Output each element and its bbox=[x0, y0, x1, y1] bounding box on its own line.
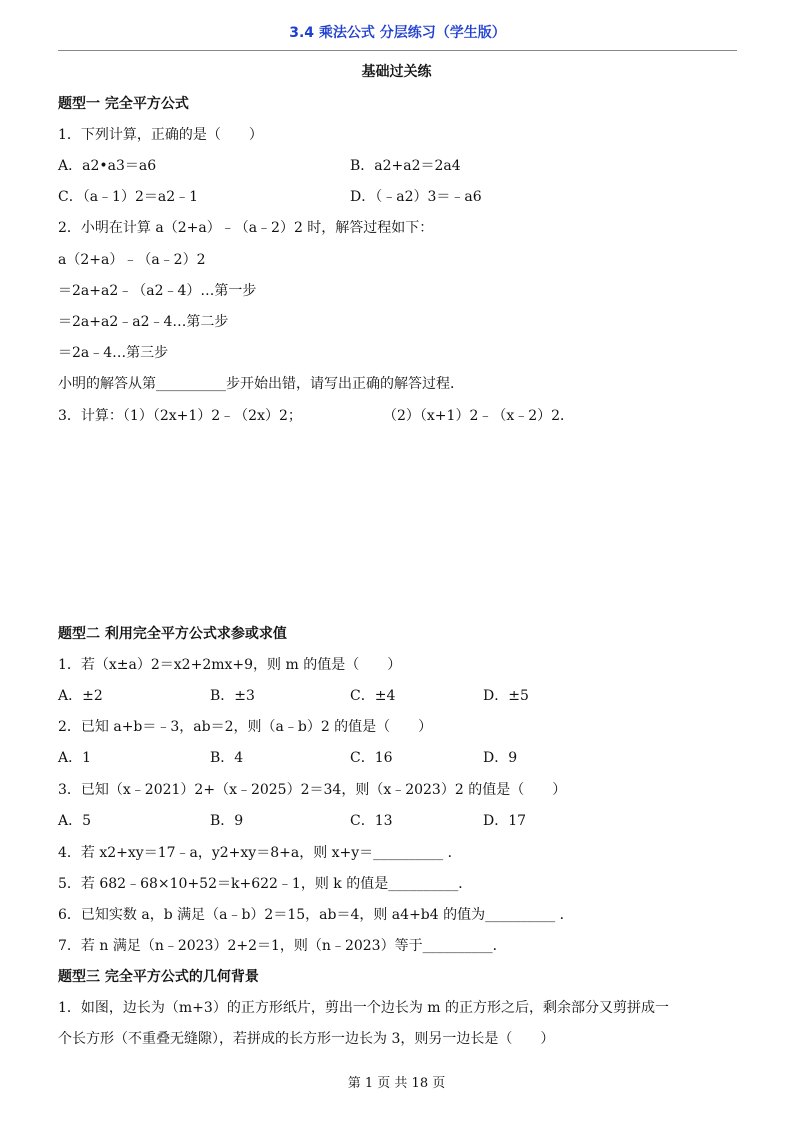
subtitle: 基础过关练 bbox=[361, 64, 432, 80]
s2-question-1: 1．若（x±a）2＝x2+2mx+9，则 m 的值是（ ） bbox=[58, 657, 402, 673]
s1-q1-option-d: D．（﹣a2）3＝﹣a6 bbox=[350, 189, 482, 205]
s1-q1-option-a: A．a2•a3＝a6 bbox=[58, 158, 157, 174]
s1-question-1: 1．下列计算，正确的是（ ） bbox=[58, 127, 263, 143]
page-header bbox=[58, 22, 737, 51]
s1-q2-line-3: ＝2a+a2﹣a2﹣4…第二步 bbox=[58, 314, 229, 330]
s2-q2-option-c: C．16 bbox=[350, 750, 393, 766]
page-footer: 第 1 页 共 18 页 bbox=[347, 1076, 446, 1091]
s2-q3-option-c: C．13 bbox=[350, 813, 393, 829]
section-1-title: 题型一 完全平方公式 bbox=[58, 96, 189, 112]
s1-question-3: 3．计算：（1）（2x+1）2﹣（2x）2； bbox=[58, 408, 302, 424]
s2-q3-option-d: D．17 bbox=[483, 813, 527, 829]
s2-question-3: 3．已知（x﹣2021）2+（x﹣2025）2＝34，则（x﹣2023）2 的值是（ ） bbox=[58, 782, 567, 798]
s2-question-6: 6．已知实数 a，b 满足（a﹣b）2＝15，ab＝4，则 a4+b4 的值为__________ ． bbox=[58, 907, 574, 923]
s3-question-1-line-2: 个长方形（不重叠无缝隙），若拼成的长方形一边长为 3，则另一边长是（ ） bbox=[58, 1031, 555, 1047]
s1-q2-line-1: a（2+a）﹣（a﹣2）2 bbox=[58, 252, 206, 268]
s2-q1-option-c: C．±4 bbox=[350, 688, 396, 704]
s1-q1-option-c: C．（a﹣1）2＝a2﹣1 bbox=[58, 189, 199, 205]
s1-question-3-part-2: （2）（x+1）2﹣（x﹣2）2． bbox=[383, 408, 575, 424]
header-title: 3.4 乘法公式 分层练习（学生版） bbox=[289, 25, 506, 41]
s2-question-2: 2．已知 a+b＝﹣3，ab＝2，则（a﹣b）2 的值是（ ） bbox=[58, 719, 433, 735]
s1-question-2: 2．小明在计算 a（2+a）﹣（a﹣2）2 时，解答过程如下： bbox=[58, 220, 434, 236]
s2-question-4: 4．若 x2+xy＝17﹣a，y2+xy＝8+a，则 x+y＝__________ ． bbox=[58, 845, 462, 861]
s1-q1-option-b: B．a2+a2＝2a4 bbox=[350, 158, 461, 174]
section-2-title: 题型二 利用完全平方公式求参或求值 bbox=[58, 626, 287, 642]
section-3-title: 题型三 完全平方公式的几何背景 bbox=[58, 969, 259, 985]
s2-q2-option-b: B．4 bbox=[210, 750, 244, 766]
s2-q2-option-d: D．9 bbox=[483, 750, 518, 766]
s2-q3-option-b: B．9 bbox=[210, 813, 244, 829]
s2-q1-option-b: B．±3 bbox=[210, 688, 255, 704]
s1-q2-line-4: ＝2a﹣4…第三步 bbox=[58, 345, 169, 361]
s1-q2-line-5: 小明的解答从第__________步开始出错，请写出正确的解答过程． bbox=[58, 376, 464, 392]
s3-question-1-line-1: 1．如图，边长为（m+3）的正方形纸片，剪出一个边长为 m 的正方形之后，剩余部分又剪拼成一 bbox=[58, 1000, 669, 1016]
s2-q1-option-a: A．±2 bbox=[58, 688, 103, 704]
s2-question-5: 5．若 682﹣68×10+52＝k+622﹣1，则 k 的值是__________． bbox=[58, 876, 473, 892]
s2-q3-option-a: A．5 bbox=[58, 813, 92, 829]
s2-q2-option-a: A．1 bbox=[58, 750, 92, 766]
s2-q1-option-d: D．±5 bbox=[483, 688, 529, 704]
s1-q2-line-2: ＝2a+a2﹣（a2﹣4）…第一步 bbox=[58, 283, 257, 299]
s2-question-7: 7．若 n 满足（n﹣2023）2+2＝1，则（n﹣2023）等于__________． bbox=[58, 938, 507, 954]
